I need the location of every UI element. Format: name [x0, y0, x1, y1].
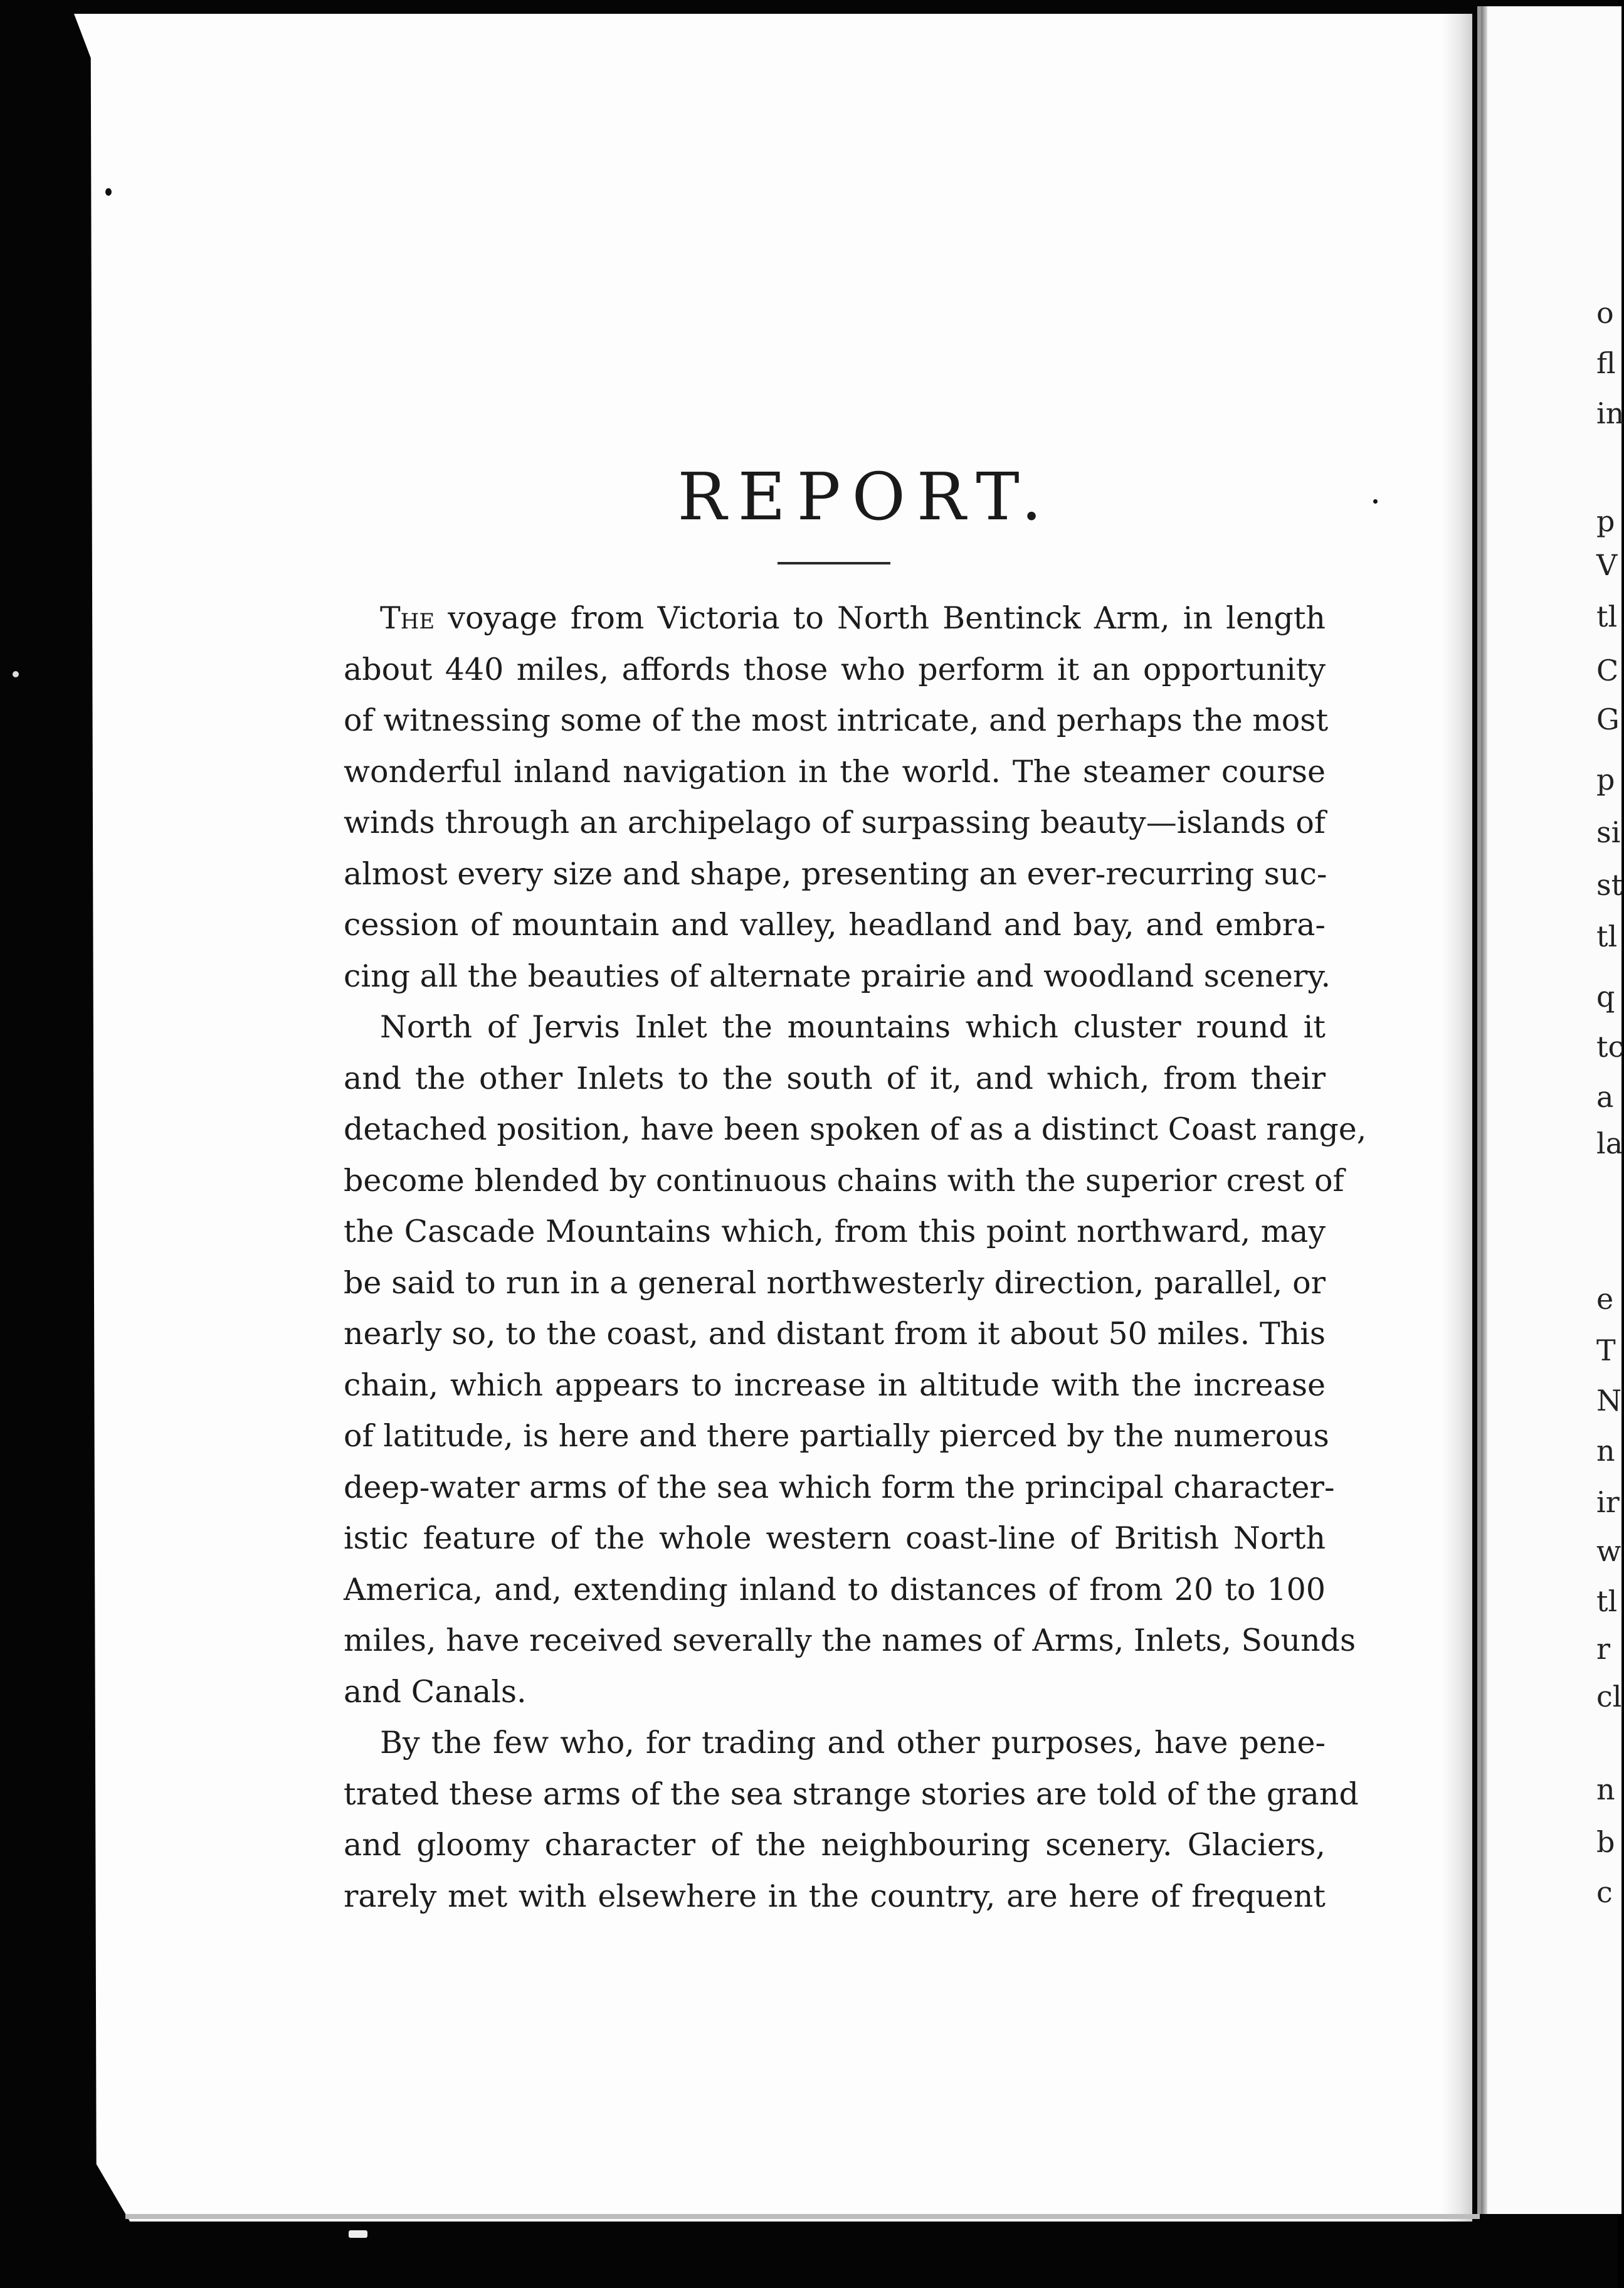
- right-page-fragment: in: [1596, 396, 1624, 430]
- right-page-fragment: n: [1596, 1772, 1615, 1806]
- text-line: cing all the beauties of alternate prairie and woodland scenery.: [344, 958, 1331, 994]
- page-title: REPORT.: [677, 458, 1053, 535]
- right-page-fragment: si: [1596, 815, 1621, 849]
- lead-word: The: [380, 600, 435, 636]
- right-page-fragment: tl: [1596, 600, 1618, 633]
- right-page-fragment: la: [1596, 1126, 1623, 1160]
- right-page-fragment: C: [1596, 654, 1619, 687]
- dust-speck: [349, 2230, 367, 2238]
- text-line: cession of mountain and valley, headland and bay, and embra-: [344, 907, 1326, 943]
- title-rule: [778, 562, 890, 564]
- binding-edge: [1481, 6, 1487, 2214]
- report-body: [344, 593, 1367, 1922]
- text-line: of latitude, is here and there partially pierced by the numerous: [344, 1418, 1329, 1454]
- right-page-fragment: n: [1596, 1434, 1615, 1468]
- right-page-fragment: p: [1596, 504, 1615, 538]
- right-page-fragment: fl: [1596, 346, 1616, 380]
- text-line: detached position, have been spoken of as a distinct Coast range,: [344, 1111, 1367, 1147]
- dust-speck: [1373, 499, 1378, 504]
- text-line: wonderful inland navigation in the world. The steamer course: [344, 753, 1326, 790]
- right-page-fragment: N: [1596, 1384, 1622, 1417]
- text-line: nearly so, to the coast, and distant from it about 50 miles. This: [344, 1316, 1326, 1352]
- text-line: the Cascade Mountains which, from this point northward, may: [344, 1214, 1326, 1249]
- text-line: almost every size and shape, presenting an ever-recurring suc-: [344, 855, 1327, 892]
- right-page-fragment: w: [1596, 1534, 1621, 1568]
- text-line: By the few who, for trading and other purposes, have pene-: [380, 1725, 1326, 1761]
- right-page-fragment: b: [1596, 1825, 1615, 1859]
- text-line: America, and, extending inland to distances of from 20 to 100: [344, 1571, 1326, 1607]
- dust-speck: [105, 188, 112, 196]
- text-line: be said to run in a general northwesterly direction, parallel, or: [344, 1264, 1326, 1301]
- right-page-fragment: c: [1596, 1875, 1613, 1909]
- text-line: trated these arms of the sea strange stories are told of the grand: [344, 1776, 1359, 1812]
- text-line: chain, which appears to increase in altitude with the increase: [344, 1367, 1326, 1403]
- text-line: deep-water arms of the sea which form the principal character-: [344, 1469, 1335, 1505]
- text-line: become blended by continuous chains with the superior crest of: [344, 1162, 1344, 1199]
- text-line: winds through an archipelago of surpassing beauty—islands of: [344, 805, 1326, 840]
- text-line: and Canals.: [344, 1673, 527, 1710]
- right-page-fragment: cl: [1596, 1680, 1622, 1713]
- dust-speck: [13, 671, 19, 677]
- page-bottom-edge: [125, 2214, 1480, 2219]
- text-line: about 440 miles, affords those who perform it an opportunity: [344, 651, 1326, 687]
- right-page-fragment: e: [1596, 1282, 1614, 1316]
- right-page-fragment: tl: [1596, 919, 1618, 953]
- right-page-fragment: q: [1596, 980, 1615, 1014]
- page-gutter-shadow: [1442, 14, 1472, 2222]
- right-page-fragment: tc: [1596, 1030, 1624, 1064]
- text-line: and the other Inlets to the south of it, and which, from their: [344, 1060, 1326, 1096]
- right-page-fragment: V: [1596, 548, 1618, 582]
- right-page-fragment: G: [1596, 702, 1620, 736]
- right-page-fragment: tl: [1596, 1584, 1618, 1618]
- text-line: The voyage from Victoria to North Bentinck Arm, in length: [380, 600, 1326, 636]
- right-page-fragment: ir: [1596, 1485, 1620, 1519]
- right-page-fragment: a: [1596, 1080, 1614, 1114]
- right-page-fragment: p: [1596, 763, 1615, 797]
- text-line: and gloomy character of the neighbouring scenery. Glaciers,: [344, 1827, 1326, 1863]
- text-line: istic feature of the whole western coast-line of British North: [344, 1520, 1326, 1556]
- text-line: miles, have received severally the names of Arms, Inlets, Sounds: [344, 1623, 1356, 1658]
- text-line: rarely met with elsewhere in the country, are here of frequent: [344, 1878, 1326, 1914]
- right-page-fragment: o: [1596, 296, 1614, 330]
- text-line: of witnessing some of the most intricate, and perhaps the most: [344, 702, 1329, 738]
- right-page-fragment: T: [1596, 1333, 1616, 1367]
- text-line: North of Jervis Inlet the mountains which cluster round it: [380, 1009, 1326, 1045]
- right-page-fragment: st: [1596, 868, 1623, 902]
- right-page-fragment: r: [1596, 1632, 1610, 1666]
